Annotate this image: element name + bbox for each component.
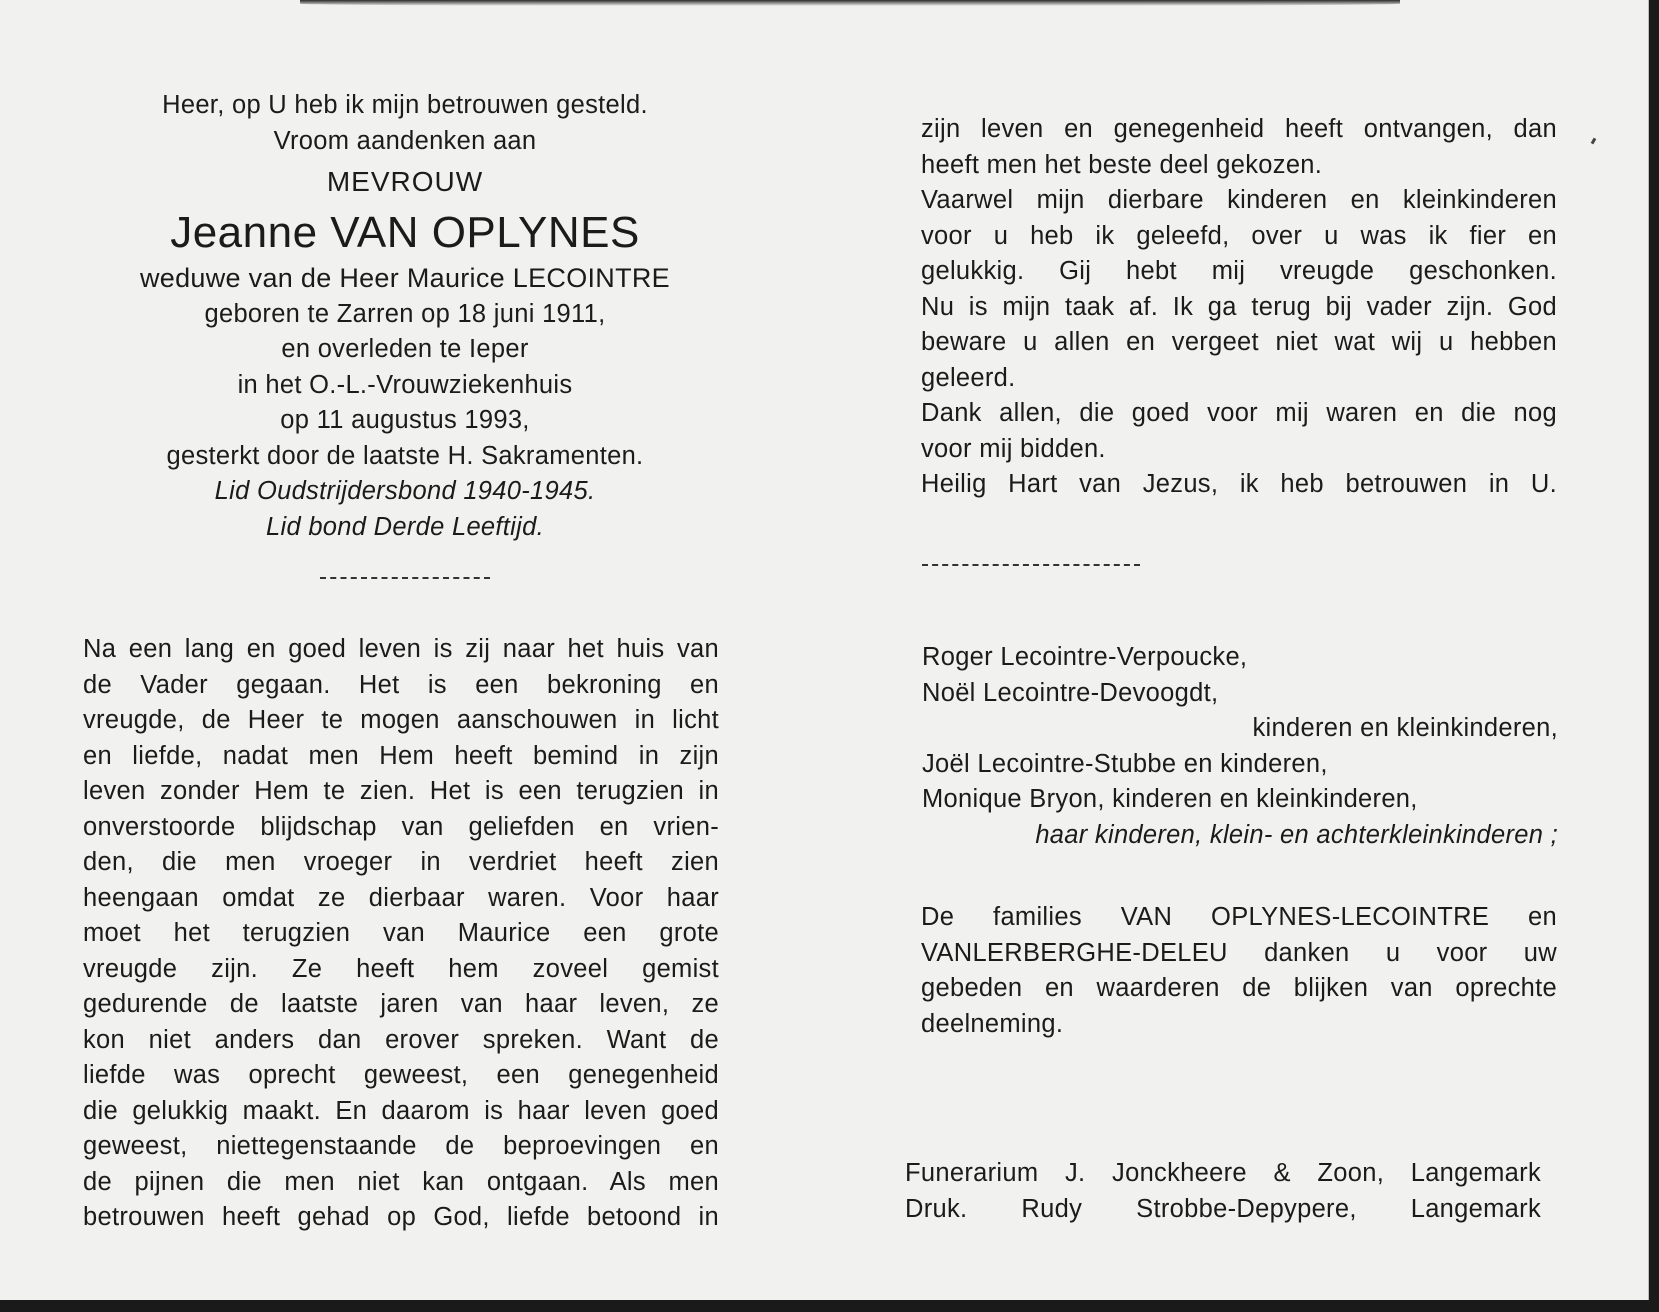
text-line: die gelukkig maakt. En daarom is haar leven goed	[83, 1096, 719, 1125]
text-line: Nu is mijn taak af. Ik ga terug bij vader zijn. God	[921, 292, 1557, 321]
text-line: de pijnen die men niet kan ontgaan. Als men	[83, 1167, 719, 1196]
text-line: gedurende de laatste jaren van haar leven, ze	[83, 990, 719, 1018]
membership-veterans: Lid Oudstrijdersbond 1940-1945.	[214, 477, 596, 505]
top-shadow	[300, 0, 1400, 6]
text-line: Vaarwel mijn dierbare kinderen en kleinkinderen	[921, 186, 1557, 214]
text-line: beware u allen en vergeet niet wat wij u hebben	[921, 328, 1557, 356]
family-member: Joël Lecointre-Stubbe en kinderen,	[922, 749, 1328, 778]
text-line: gebeden en waarderen de blijken van oprechte	[921, 974, 1557, 1002]
divider-left	[320, 577, 490, 579]
funeral-home: Funerarium J. Jonckheere & Zoon, Langemark	[905, 1159, 1541, 1187]
divider-right	[922, 564, 1140, 566]
text-line: liefde was oprecht geweest, een genegenheid	[83, 1061, 719, 1089]
text-line: voor u heb ik geleefd, over u was ik fier en	[921, 221, 1557, 250]
text-line: voor mij bidden.	[921, 434, 1106, 463]
text-line: zijn leven en genegenheid heeft ontvangen, dan	[921, 115, 1557, 143]
text-line: de Vader gegaan. Het is een bekroning en	[83, 670, 719, 699]
family-descendants: haar kinderen, klein- en achterkleinkinderen ;	[1035, 820, 1558, 849]
text-line: kon niet anders dan erover spreken. Want de	[83, 1025, 719, 1054]
thanks-paragraph	[921, 900, 1557, 1042]
text-line: De families VAN OPLYNES-LECOINTRE en	[921, 903, 1557, 931]
text-line: leven zonder Hem te zien. Het is een terugzien in	[83, 777, 719, 805]
printer: Druk. Rudy Strobbe-Depypere, Langemark	[905, 1194, 1541, 1223]
text-line: geleerd.	[921, 363, 1016, 392]
text-line: heeft men het beste deel gekozen.	[921, 150, 1323, 179]
motto: Heer, op U heb ik mijn betrouwen gesteld.	[162, 91, 648, 119]
hospital: in het O.-L.-Vrouwziekenhuis	[237, 370, 573, 399]
text-line: Dank allen, die goed voor mij waren en die nog	[921, 399, 1557, 427]
family-member: Noël Lecointre-Devoogdt,	[922, 678, 1219, 707]
text-line: geweest, niettegenstaande de beproevingen en	[83, 1132, 719, 1160]
memorial-text-right	[921, 112, 1557, 503]
text-line: vreugde, de Heer te mogen aanschouwen in licht	[83, 706, 719, 734]
text-line: en liefde, nadat men Hem heeft bemind in zijn	[83, 741, 719, 770]
text-line: Na een lang en goed leven is zij naar het huis van	[83, 635, 719, 663]
text-line: vreugde zijn. Ze heeft hem zoveel gemist	[83, 954, 719, 983]
text-line: betrouwen heeft gehad op God, liefde betoond in	[83, 1203, 719, 1231]
text-line: Heilig Hart van Jezus, ik heb betrouwen in U.	[921, 470, 1557, 498]
card-footer	[905, 1156, 1541, 1227]
family-member: Roger Lecointre-Verpoucke,	[922, 643, 1248, 671]
birth-info: geboren te Zarren op 18 juni 1911,	[204, 299, 606, 328]
text-line: den, die men vroeger in verdriet heeft zien	[83, 848, 719, 876]
text-line: deelneming.	[921, 1009, 1064, 1038]
text-line: moet het terugzien van Maurice een grote	[83, 919, 719, 947]
memorial-text-left	[83, 632, 719, 1236]
memorial-header	[80, 88, 730, 579]
deceased-name: Jeanne VAN OPLYNES	[170, 208, 640, 257]
sacraments: gesterkt door de laatste H. Sakramenten.	[166, 441, 644, 470]
title-mevrouw: MEVROUW	[326, 166, 484, 197]
text-line: VANLERBERGHE-DELEU danken u voor uw	[921, 938, 1557, 967]
ink-mark	[1591, 138, 1597, 145]
intro-text: Vroom aandenken aan	[273, 126, 537, 155]
text-line: heengaan omdat ze dierbaar waren. Voor haar	[83, 883, 719, 912]
text-line: gelukkig. Gij hebt mij vreugde geschonken.	[921, 257, 1557, 285]
membership-seniors: Lid bond Derde Leeftijd.	[266, 512, 544, 541]
text-line: onverstoorde blijdschap van geliefden en vrien-	[83, 812, 719, 841]
family-list	[922, 640, 1558, 853]
death-date: op 11 augustus 1993,	[280, 406, 530, 434]
widow-of: weduwe van de Heer Maurice LECOINTRE	[139, 263, 670, 293]
family-member: Monique Bryon, kinderen en kleinkinderen,	[922, 785, 1418, 813]
family-member: kinderen en kleinkinderen,	[1252, 714, 1558, 742]
death-place: en overleden te Ieper	[281, 335, 529, 363]
